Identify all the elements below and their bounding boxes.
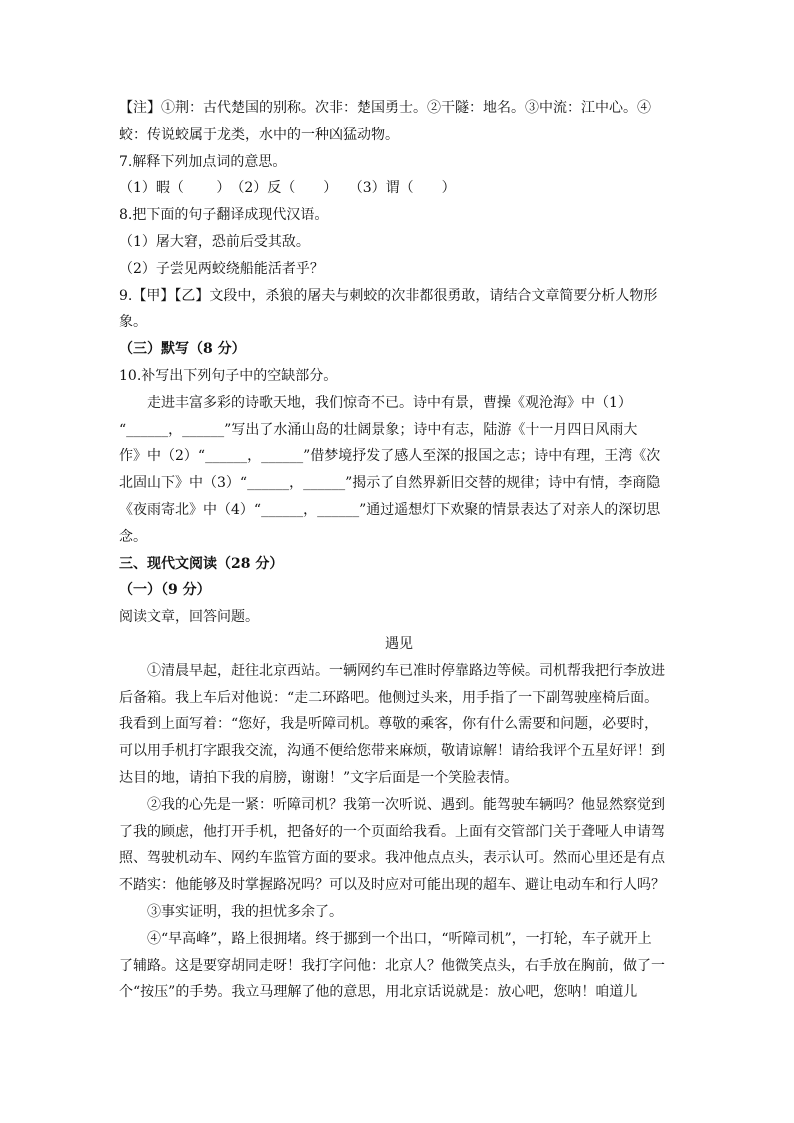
document-page bbox=[119, 95, 679, 1006]
article-paragraph-1-line-1: ①清晨早起，赶往北京西站。一辆网约车已准时停靠路边等候。司机帮我把行李放进 bbox=[147, 662, 665, 679]
article-paragraph-4-line-3: 个“按压”的手势。我立马理解了他的意思，用北京话说就是：放心吧，您呐！咱道儿 bbox=[119, 984, 638, 1001]
question-10-text-1: 走进丰富多彩的诗歌天地，我们惊奇不已。诗中有景，曹操《观沧海》中（1） bbox=[147, 394, 632, 411]
article-paragraph-1-line-3: 我看到上面写着：“您好，我是听障司机。尊敬的乘客，你有什么需要和问题，必要时， bbox=[119, 716, 659, 733]
article-paragraph-1-line-5: 达目的地，请拍下我的肩膀，谢谢！”文字后面是一个笑脸表情。 bbox=[119, 769, 519, 786]
article-paragraph-2-line-2: 了我的顾虑，他打开手机，把备好的一个页面给我看。上面有交管部门关于聋哑人申请驾 bbox=[119, 823, 665, 840]
annotation-line-1: 【注】①荆：古代楚国的别称。次非：楚国勇士。②干隧：地名。③中流：江中心。④ bbox=[119, 100, 651, 116]
section-heading-dictation: （三）默写（8 分） bbox=[119, 341, 246, 358]
question-9-line-1: 9.【甲】【乙】文段中，杀狼的屠夫与刺蛟的次非都很勇敢，请结合文章简要分析人物形 bbox=[119, 287, 658, 304]
section-heading-modern-reading: 三、现代文阅读（28 分） bbox=[119, 555, 284, 572]
question-9-line-2: 象。 bbox=[119, 314, 147, 331]
question-8-item-1: （1）屠大窘，恐前后受其敌。 bbox=[119, 233, 310, 250]
reading-instruction: 阅读文章，回答问题。 bbox=[119, 609, 259, 626]
question-10-text-3: 作》中（2）“______，______”借梦境抒发了感人至深的报国之志；诗中有理，王湾《次 bbox=[119, 448, 661, 465]
article-paragraph-4-line-2: 了辅路。这是要穿胡同走呀！我打字问他：北京人？他微笑点头，右手放在胸前，做了一 bbox=[119, 957, 665, 974]
question-8: 8.把下面的句子翻译成现代汉语。 bbox=[119, 207, 329, 224]
question-10-text-5: 《夜雨寄北》中（4）“______，______”通过遥想灯下欢聚的情景表达了对亲人的深切思 bbox=[119, 501, 661, 518]
question-10-text-4: 北固山下》中（3）“______，______”揭示了自然界新旧交替的规律；诗中有情，李商隐 bbox=[119, 475, 661, 492]
article-paragraph-2-line-4: 不踏实：他能够及时掌握路况吗？可以及时应对可能出现的超车、避让电动车和行人吗？ bbox=[119, 877, 665, 894]
annotation-line-2: 蛟：传说蛟属于龙类，水中的一种凶猛动物。 bbox=[119, 126, 399, 143]
article-paragraph-2-line-3: 照、驾驶机动车、网约车监管方面的要求。我冲他点点头，表示认可。然而心里还是有点 bbox=[119, 850, 665, 867]
article-paragraph-1-line-2: 后备箱。我上车后对他说：“走二环路吧。他侧过头来，用手指了一下副驾驶座椅后面。 bbox=[119, 689, 659, 706]
question-7-blanks: （1）暇（ ） （2）反（ ） （3）谓（ ） bbox=[119, 180, 456, 197]
article-paragraph-2-line-1: ②我的心先是一紧：听障司机？我第一次听说、遇到。能驾驶车辆吗？他显然察觉到 bbox=[147, 796, 665, 813]
article-title: 遇见 bbox=[385, 635, 413, 652]
article-paragraph-3: ③事实证明，我的担忧多余了。 bbox=[147, 903, 343, 920]
question-8-item-2: （2）子尝见两蛟绕船能活者乎？ bbox=[119, 260, 324, 277]
article-paragraph-1-line-4: 可以用手机打字跟我交流，沟通不便给您带来麻烦，敬请谅解！请给我评个五星好评！到 bbox=[119, 743, 665, 760]
article-paragraph-4-line-1: ④“早高峰”，路上很拥堵。终于挪到一个出口，“听障司机”，一打轮，车子就开上 bbox=[147, 930, 652, 947]
subsection-heading-1: （一）（9 分） bbox=[119, 582, 211, 599]
question-10-text-6: 念。 bbox=[119, 528, 147, 545]
question-7: 7.解释下列加点词的意思。 bbox=[119, 153, 287, 170]
question-10-text-2: “______，______”写出了水涌山岛的壮阔景象；诗中有志，陆游《十一月四日风雨大 bbox=[119, 421, 638, 438]
question-10: 10.补写出下列句子中的空缺部分。 bbox=[119, 367, 338, 384]
